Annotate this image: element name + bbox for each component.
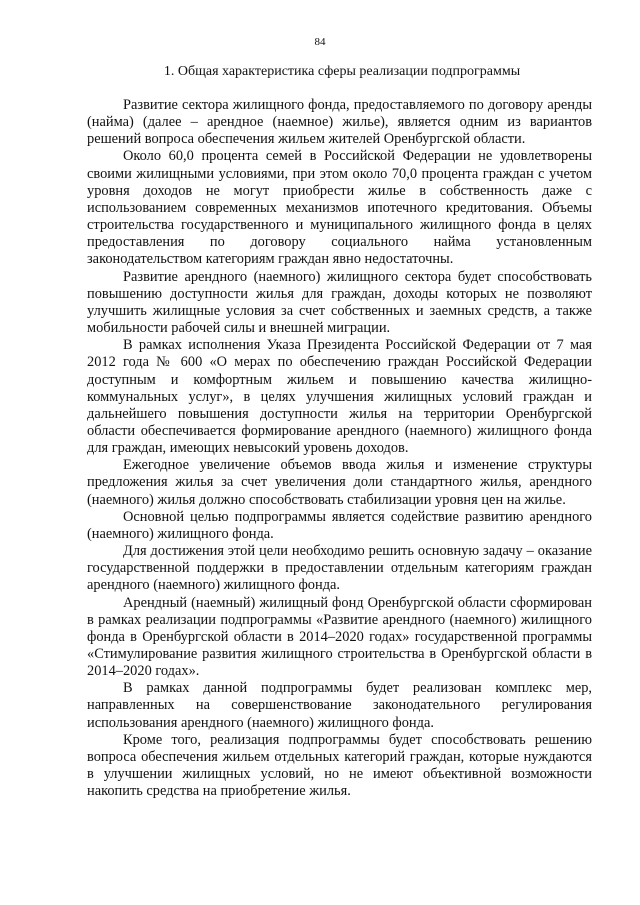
section-title: 1. Общая характеристика сферы реализации подпрограммы [163, 64, 521, 79]
paragraph: Ежегодное увеличение объемов ввода жилья и изменение структуры предложения жилья за счет увеличения доли стандартного жилья, арендного (наемного) жилья должно способствовать стабилизации уровня цен на жилье. [87, 457, 592, 508]
body-text [87, 97, 592, 800]
paragraph: Арендный (наемный) жилищный фонд Оренбургской области сформирован в рамках реализации подпрограммы «Развитие арендного (наемного) жилищного фонда в Оренбургской области в 2014–2020 годах» государственной программы «Стимулирование развития жилищного строительства в Оренбургской области в 2014–2020 годах». [87, 594, 592, 680]
paragraph: В рамках исполнения Указа Президента Российской Федерации от 7 мая 2012 года № 600 «О мерах по обеспечению граждан Российской Федерации доступным и комфортным жильем и повышению качества жилищно-коммунальных услуг», в целях улучшения жилищных условий граждан и дальнейшего повышения доступности жилья на территории Оренбургской области обеспечивается формирование арендного (наемного) жилищного фонда для граждан, имеющих невысокий уровень доходов. [87, 337, 592, 457]
paragraph: Развитие арендного (наемного) жилищного сектора будет способствовать повышению доступности жилья для граждан, доходы которых не позволяют улучшить жилищные условия за счет собственных и заемных средств, а также мобильности рабочей силы и внешней миграции. [87, 268, 592, 337]
paragraph: Около 60,0 процента семей в Российской Федерации не удовлетворены своими жилищными условиями, при этом около 70,0 процента граждан с учетом уровня доходов не могут приобрести жилье в собственность даже с использованием современных механизмов ипотечного кредитования. Объемы строительства государственного и муниципального жилищного фонда в целях предоставления по договору социального найма установленным законодательством категориям граждан явно недостаточны. [87, 148, 592, 268]
paragraph: В рамках данной подпрограммы будет реализован комплекс мер, направленных на совершенствование законодательного регулирования использования арендного (наемного) жилищного фонда. [87, 680, 592, 731]
paragraph: Основной целью подпрограммы является содействие развитию арендного (наемного) жилищного фонда. [87, 508, 592, 542]
paragraph: Для достижения этой цели необходимо решить основную задачу – оказание государственной поддержки в предоставлении отдельным категориям граждан арендного (наемного) жилищного фонда. [87, 543, 592, 594]
paragraph: Развитие сектора жилищного фонда, предоставляемого по договору аренды (найма) (далее – арендное (наемное) жилье), является одним из вариантов решений вопроса обеспечения жильем жителей Оренбургской области. [87, 97, 592, 148]
paragraph: Кроме того, реализация подпрограммы будет способствовать решению вопроса обеспечения жильем отдельных категорий граждан, которые нуждаются в улучшении жилищных условий, но не имеют объективной возможности накопить средства на приобретение жилья. [87, 731, 592, 800]
page-number: 84 [314, 36, 326, 48]
